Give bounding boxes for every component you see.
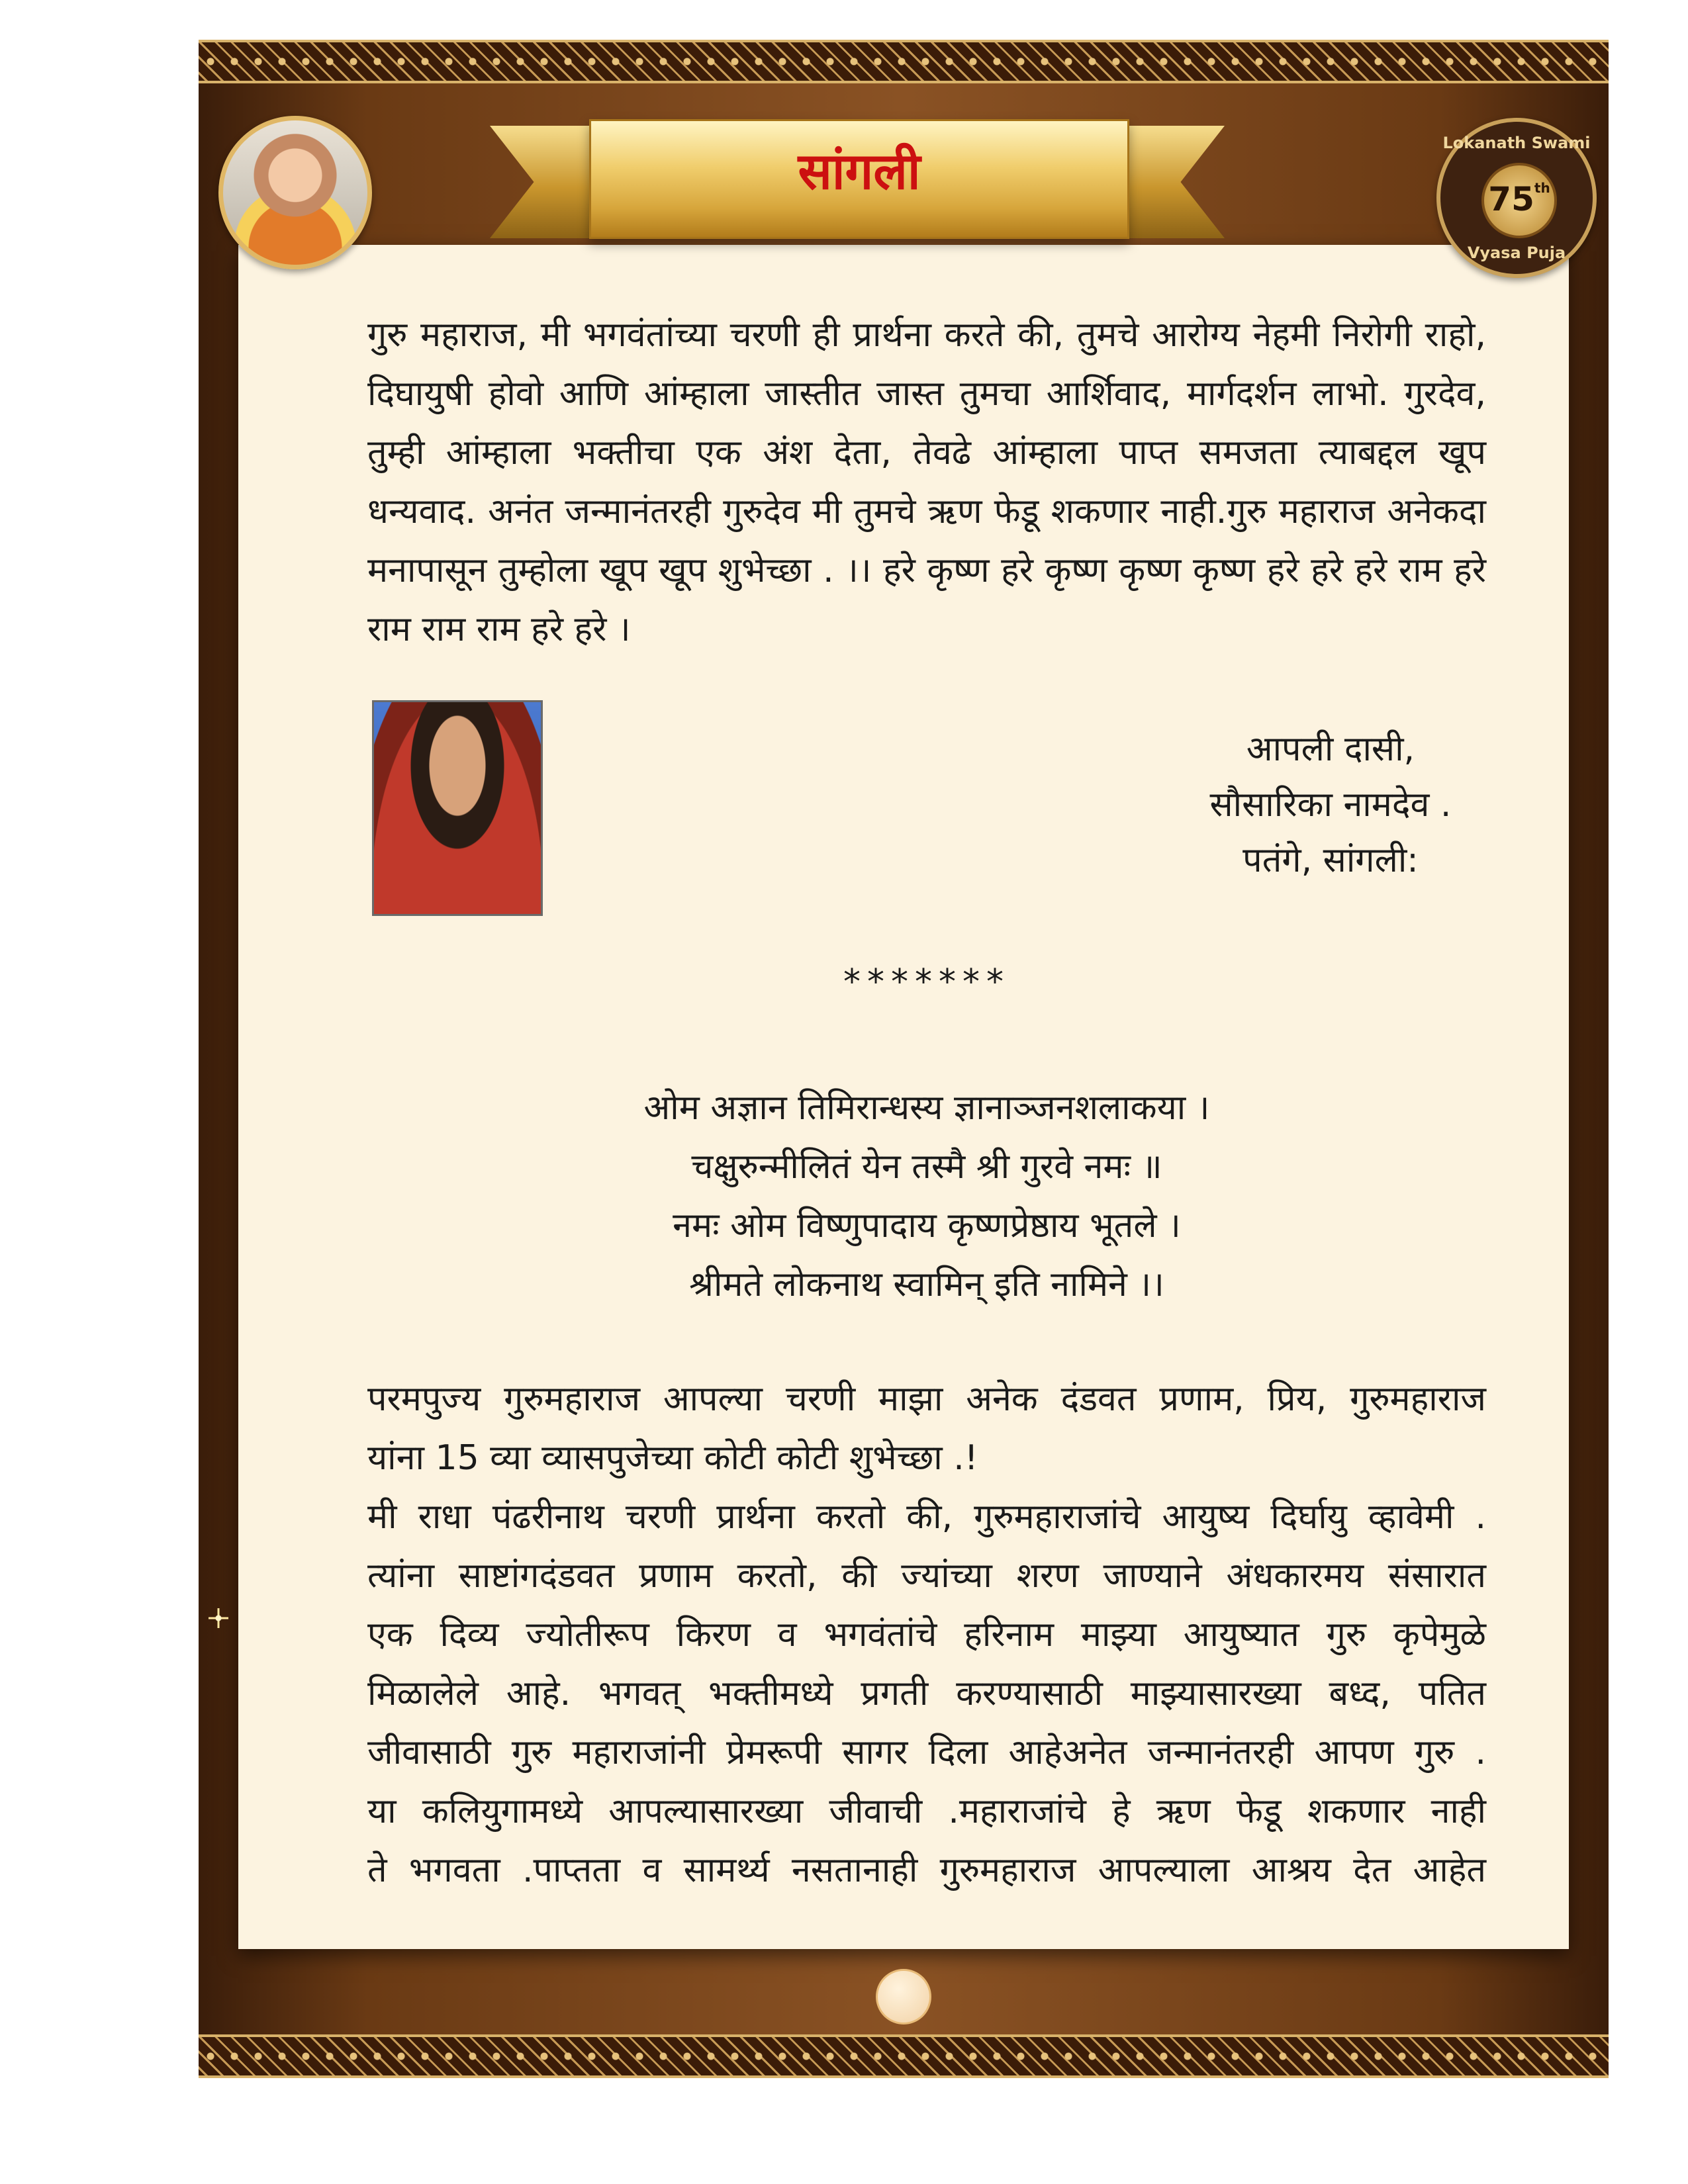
letter-1-body: गुरु महाराज, मी भगवंतांच्या चरणी ही प्रार्थना करते की, तुमचे आरोग्य नेहमी निरोगी राहो, दिघायुषी होवो आणि आंम्हाला जास्तीत जास्त तुमचा आर्शिवाद, मार्गदर्शन लाभो. गुरदेव, तुम्ही आंम्हाला भक्तीचा एक अंश देता, तेवढे आंम्हाला पाप्त समजता त्याबद्दल खूप धन्यवाद. अनंत जन्मानंतरही गुरुदेव मी तुमचे ऋण फेडू शकणार नाही.गुरु महाराज अनेकदा मनापासून तुम्होला खूप खूप शुभेच्छा . ।। हरे कृष्ण हरे कृष्ण कृष्ण कृष्ण हरे हरे हरे राम हरे राम राम राम हरे हरे । [367, 315, 1486, 649]
badge-top-text: Lokanath Swami [1442, 134, 1591, 152]
badge-bottom-text: Vyasa Puja [1467, 244, 1566, 262]
letter-2-line: परमपुज्य गुरुमहाराज आपल्या चरणी माझा अनेक दंडवत प्रणाम, प्रिय, गुरुमहाराज [367, 1379, 1486, 1419]
top-border-pattern [199, 40, 1609, 83]
letter-2-line: ते भगवता .पाप्तता व सामर्थ्य नसतानाही गुरुमहाराज आपल्याला आश्रय देत आहेत [367, 1850, 1486, 1890]
title-ribbon [490, 93, 1225, 291]
guru-portrait-avatar [218, 116, 372, 269]
letter-2-body [367, 1370, 1486, 1900]
badge-number: 75th [1488, 180, 1550, 218]
signature-line: सौसारिका नामदेव . [1209, 785, 1452, 825]
letter-1-signature [1125, 721, 1536, 888]
section-separator: ******* [843, 962, 1010, 1002]
letter-2-line: या कलियुगामध्ये आपल्यासारख्या जीवाची .महाराजांचे हे ऋण फेडू शकणार नाही [367, 1792, 1486, 1831]
bottom-border-pattern [199, 2034, 1609, 2078]
shloka-verse [367, 1079, 1486, 1314]
letter-2-line: यांना 15 व्या व्यासपुजेच्या कोटी कोटी शुभेच्छा .! [367, 1438, 978, 1478]
badge-number-suffix: th [1534, 180, 1550, 196]
letter-2-line: त्यांना साष्टांगदंडवत प्रणाम करतो, की ज्यांच्या शरण जाण्याने अंधकारमय संसारात [367, 1556, 1486, 1596]
badge-center-medal [1481, 163, 1557, 238]
letter-2-line: एक दिव्य ज्योतीरूप किरण व भगवंतांचे हरिनाम माझ्या आयुष्यात गुरु कृपेमुळे [367, 1615, 1486, 1655]
shloka-line: श्रीमते लोकनाथ स्वामिन् इति नामिने ।। [689, 1265, 1164, 1304]
signature-line: आपली दासी, [1246, 729, 1415, 769]
shloka-line: चक्षुरुन्मीलितं येन तस्मै श्री गुरवे नमः ॥ [691, 1147, 1162, 1187]
shloka-line: नमः ओम विष्णुपादाय कृष्णप्रेष्ठाय भूतले । [673, 1206, 1181, 1246]
author-photo [372, 700, 543, 916]
signature-line: पतंगे, सांगली: [1243, 841, 1419, 880]
letter-2-line: मिळालेले आहे. भगवत् भक्तीमध्ये प्रगती करण्यासाठी माझ्यासारख्या बध्द, पतित [367, 1674, 1486, 1713]
letter-2-line: मी राधा पंढरीनाथ चरणी प्रार्थना करतो की, गुरुमहाराजांचे आयुष्य दिर्घायु व्हावेमी . [367, 1497, 1486, 1537]
page-ornament-circle [876, 1969, 931, 2025]
page-title: सांगली [798, 142, 921, 201]
letter-2-line: जीवासाठी गुरु महाराजांनी प्रेमरूपी सागर दिला आहेअनेत जन्मानंतरही आपण गुरु . [367, 1733, 1486, 1772]
sparkle-icon [209, 1608, 228, 1628]
vyasa-puja-75-badge [1436, 118, 1597, 278]
ribbon-banner [589, 119, 1129, 239]
shloka-line: ओम अज्ञान तिमिरान्धस्य ज्ञानाञ्जनशलाकया । [643, 1088, 1210, 1128]
